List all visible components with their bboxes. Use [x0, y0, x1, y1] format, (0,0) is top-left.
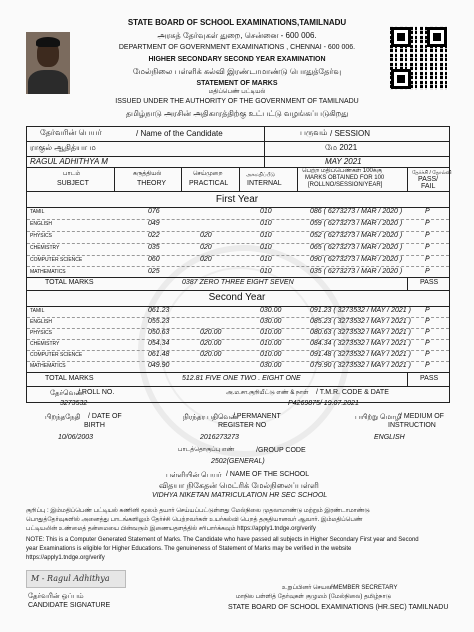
authority-tamil: தமிழ்நாடு அரசின் அதிகாரத்திற்கு உட்பட்டு வழங்கப்படுகிறது	[125, 109, 349, 118]
internal-cell: 030.00	[260, 307, 282, 314]
group-label-tamil: பாடத்தொகுப்பு எண்	[178, 447, 235, 453]
second-year-total-label: TOTAL MARKS	[45, 375, 94, 382]
group-code: 2502(GENERAL)	[211, 458, 265, 465]
theory-cell: 054.34	[148, 340, 170, 347]
subject-cell: TAMIL	[30, 308, 45, 314]
subject-cell: MATHEMATICS	[30, 269, 66, 275]
practical-cell: 020.00	[200, 340, 222, 347]
exam-english: HIGHER SECONDARY SECOND YEAR EXAMINATION	[148, 56, 326, 63]
dob-label: / DATE OF	[88, 413, 122, 420]
col-internal: INTERNAL	[247, 180, 282, 187]
dob-label-2: BIRTH	[84, 422, 105, 429]
session-label-tamil: பருவம்	[300, 128, 328, 137]
note-english-1: NOTE: This is a Computer Generated Statement of Marks. The Candidate who have passed all subjects in Higher Secondary First year and Second	[26, 537, 419, 543]
session-tamil: மே 2021	[325, 143, 358, 152]
reg-label: / PERMANENT	[233, 413, 281, 420]
note-tamil-1: குறிப்பு : இம்மதிப்பெண் பட்டியல் கணினி மூலம் தயார் செய்யப்பட்டுள்ளது மேல்நிலை முதலாமாண்டு மற்றும் இரண்டாமாண்டு	[26, 508, 370, 514]
result-cell: P	[425, 220, 430, 227]
practical-cell: 020.00	[200, 329, 222, 336]
name-label: / Name of the Candidate	[136, 129, 223, 138]
school-label: / NAME OF THE SCHOOL	[226, 471, 310, 478]
theory-cell: 022	[148, 232, 160, 239]
marks-cell: 086 ( 6273273 / MAR / 2020 )	[310, 208, 403, 215]
internal-cell: 010.00	[260, 329, 282, 336]
practical-cell: 020.00	[200, 351, 222, 358]
code-value: P4269875/ 19.07.2021	[288, 400, 359, 407]
internal-cell: 010	[260, 256, 272, 263]
medium-value: ENGLISH	[374, 434, 405, 441]
col-result-sub: FAIL	[421, 183, 436, 190]
marks-cell: 035 ( 6273273 / MAR / 2020 )	[310, 268, 403, 275]
theory-cell: 049	[148, 220, 160, 227]
marks-cell: 079.90 ( 3273532 / MAY / 2021 )	[310, 362, 411, 369]
school-name: VIDHYA NIKETAN MATRICULATION HR SEC SCHOOL	[152, 492, 328, 499]
marks-cell: 091.48 ( 3273532 / MAY / 2021 )	[310, 351, 411, 358]
internal-cell: 010	[260, 268, 272, 275]
col-marks-tamil: பெற்ற மதிப்பெண்கள் 100க்கு	[302, 168, 383, 174]
internal-cell: 010	[260, 220, 272, 227]
first-year-total-words: 0387 ZERO THREE EIGHT SEVEN	[182, 279, 294, 286]
internal-cell: 030.00	[260, 362, 282, 369]
col-result: PASS/	[418, 176, 439, 183]
candidate-sig-label: CANDIDATE SIGNATURE	[28, 602, 111, 609]
statement-tamil: மதிப்பெண் பட்டியல்	[208, 89, 266, 95]
col-theory: THEORY	[137, 180, 167, 187]
theory-cell: 035	[148, 244, 160, 251]
theory-cell: 076	[148, 208, 160, 215]
col-marks: MARKS OBTAINED FOR 100	[305, 175, 385, 181]
second-year-title: Second Year	[208, 292, 266, 303]
subject-cell: PHYSICS	[30, 233, 52, 239]
result-cell: P	[425, 256, 430, 263]
dept-english: DEPARTMENT OF GOVERNMENT EXAMINATIONS , CHENNAI - 600 006.	[118, 44, 356, 51]
first-year-total-result: PASS	[420, 279, 439, 286]
theory-cell: 025	[148, 268, 160, 275]
theory-cell: 049.90	[148, 362, 170, 369]
board-name: STATE BOARD OF SCHOOL EXAMINATIONS,TAMILNADU	[127, 18, 347, 27]
name-label-tamil: தேர்வரின் பெயர்	[40, 128, 102, 137]
member-secretary-tamil: உறுப்பினர் செயலர்	[282, 585, 335, 591]
internal-cell: 030.00	[260, 318, 282, 325]
note-tamil-2: பொதுத்தேர்வுகளில் அனைத்து பாடங்களிலும் தேர்ச்சி பெற்றவர்கள் உயர்கல்வி பெறத் தகுதியானவர் ஆவார். இம்மதிப்பெண்	[26, 517, 363, 523]
board-footer-tamil: மாநில பள்ளித் தேர்வுகள் குழுமம் (மேல்நிலை) தமிழ்நாடு	[236, 594, 392, 600]
candidate-name: RAGUL ADHITHYA M	[30, 157, 108, 166]
result-cell: P	[425, 329, 430, 336]
candidate-sig-tamil: தேர்வரின் ஒப்பம்	[28, 593, 84, 600]
subject-cell: COMPUTER SCIENCE	[30, 257, 83, 263]
code-label: / T.M.R. CODE & DATE	[316, 389, 389, 396]
marks-cell: 090 ( 6273273 / MAR / 2020 )	[310, 256, 403, 263]
subject-cell: ENGLISH	[30, 221, 52, 227]
marks-cell: 085.23 ( 3273532 / MAY / 2021 )	[310, 318, 411, 325]
result-cell: P	[425, 318, 430, 325]
dept-tamil: அரசுத் தேர்வுகள் துறை, சென்னை - 600 006.	[157, 31, 317, 40]
theory-cell: 061.23	[148, 307, 170, 314]
school-label-tamil: பள்ளியின் பெயர்	[166, 472, 222, 479]
col-practical-tamil: செய்முறை	[193, 171, 223, 177]
roll-label-tamil: தேர்வெண்	[50, 390, 85, 397]
candidate-name-tamil: ராகுல் ஆதித்யா ம	[30, 143, 96, 152]
first-year-total-label: TOTAL MARKS	[45, 279, 94, 286]
theory-cell: 061.48	[148, 351, 170, 358]
subject-cell: CHEMISTRY	[30, 245, 60, 251]
session-label: / SESSION	[330, 129, 371, 138]
internal-cell: 010.00	[260, 351, 282, 358]
candidate-signature-image: M - Ragul Adhithya	[26, 570, 126, 588]
subject-cell: ENGLISH	[30, 319, 52, 325]
theory-cell: 050.63	[148, 329, 170, 336]
col-result-tamil: தேர்ச்சி / தோல்வி	[412, 170, 452, 176]
result-cell: P	[425, 244, 430, 251]
result-cell: P	[425, 362, 430, 369]
second-year-total-result: PASS	[420, 375, 439, 382]
medium-label-tamil: பயிற்று மொழி	[355, 414, 402, 421]
medium-label-2: INSTRUCTION	[388, 422, 436, 429]
reg-label-tamil: நிரந்தர பதிவெண்	[183, 414, 240, 421]
member-secretary: / MEMBER SECRETARY	[330, 585, 398, 591]
practical-cell: 020	[200, 244, 212, 251]
subject-cell: PHYSICS	[30, 330, 52, 336]
col-theory-tamil: கருத்தியல்	[133, 171, 162, 177]
note-tamil-3: பட்டியலின் உண்மைத் தன்மையை பின்வரும் இணையதளத்தில் சரிபார்க்கவும் https://apply1.tndge.org/verify	[26, 526, 316, 532]
reg-label-2: REGISTER NO	[218, 422, 267, 429]
internal-cell: 010	[260, 244, 272, 251]
exam-tamil: மேல்நிலை பள்ளிக் கல்வி இரண்டாமாண்டு பொதுத்தேர்வு	[132, 67, 342, 76]
col-internal-tamil: அகமதிப்பீடு	[246, 172, 275, 178]
note-english-2: year Examinations is eligible for Higher Educations. The genuineness of Statement of Marks may be verified in the website	[26, 546, 352, 552]
statement-english: STATEMENT OF MARKS	[196, 80, 278, 87]
marks-cell: 059 ( 6273273 / MAR / 2020 )	[310, 220, 403, 227]
result-cell: P	[425, 307, 430, 314]
result-cell: P	[425, 340, 430, 347]
subject-cell: MATHEMATICS	[30, 363, 66, 369]
marks-cell: 065 ( 6273273 / MAR / 2020 )	[310, 244, 403, 251]
code-label-tamil: அ.ம.சா.குறியீட்டு எண் & நாள்	[226, 390, 309, 396]
subject-cell: TAMIL	[30, 209, 45, 215]
note-english-3: https://apply1.tndge.org/verify	[26, 555, 105, 561]
theory-cell: 060	[148, 256, 160, 263]
practical-cell: 020	[200, 256, 212, 263]
authority-english: ISSUED UNDER THE AUTHORITY OF THE GOVERNMENT OF TAMILNADU	[115, 98, 359, 105]
group-label: /GROUP CODE	[256, 447, 306, 454]
result-cell: P	[425, 351, 430, 358]
reg-no: 2016273273	[200, 434, 239, 441]
roll-no: 3273532	[60, 400, 88, 407]
marks-cell: 080.63 ( 3273532 / MAY / 2021 )	[310, 329, 411, 336]
col-subject: SUBJECT	[57, 180, 89, 187]
internal-cell: 010	[260, 232, 272, 239]
second-year-total-words: 512.81 FIVE ONE TWO . EIGHT ONE	[182, 375, 301, 382]
internal-cell: 010.00	[260, 340, 282, 347]
subject-cell: COMPUTER SCIENCE	[30, 352, 83, 358]
marks-cell: 052 ( 6273273 / MAR / 2020 )	[310, 232, 403, 239]
practical-cell: 020	[200, 232, 212, 239]
result-cell: P	[425, 268, 430, 275]
board-footer: STATE BOARD OF SCHOOL EXAMINATIONS (HR.SEC) TAMILNADU	[228, 604, 449, 611]
col-subject-tamil: பாடம்	[63, 171, 81, 177]
col-marks-sub: [ROLLNO/SESSION/YEAR]	[308, 182, 383, 188]
first-year-title: First Year	[215, 194, 259, 205]
medium-label: / MEDIUM OF	[400, 413, 444, 420]
roll-label: / ROLL NO.	[78, 389, 115, 396]
theory-cell: 055.23	[148, 318, 170, 325]
dob-value: 10/06/2003	[58, 434, 94, 441]
session-value: MAY 2021	[325, 157, 362, 166]
dob-label-tamil: பிறந்தநேதி	[45, 414, 81, 421]
marks-cell: 091.23 ( 3273532 / MAY / 2021 )	[310, 307, 411, 314]
subject-cell: CHEMISTRY	[30, 341, 60, 347]
col-practical: PRACTICAL	[189, 180, 229, 187]
marks-cell: 084.34 ( 3273532 / MAY / 2021 )	[310, 340, 411, 347]
school-name-tamil: விதயா நிகேதன் மெட்ரிக் மேல்நிலைப்பள்ளி	[159, 481, 319, 490]
internal-cell: 010	[260, 208, 272, 215]
result-cell: P	[425, 208, 430, 215]
result-cell: P	[425, 232, 430, 239]
